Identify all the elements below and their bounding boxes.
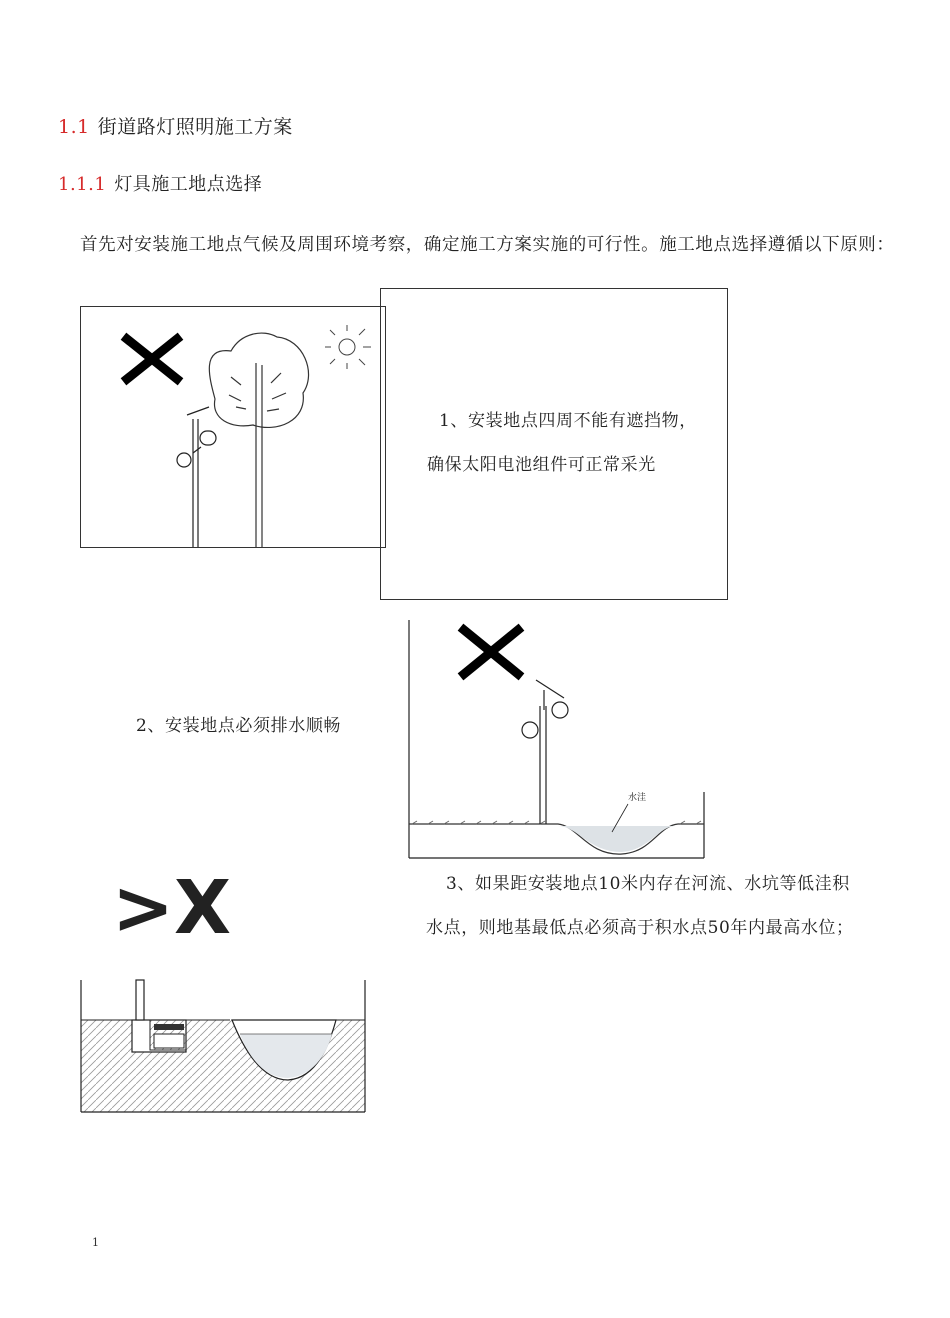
sun-icon [325, 325, 371, 369]
drainage-illustration [408, 620, 708, 860]
section-title: 街道路灯照明施工方案 [97, 116, 293, 138]
rule3-line1: 3、如果距安装地点10米内存在河流、水坑等低洼积 [446, 874, 850, 894]
figure-obstruction [80, 306, 386, 548]
water-puddle [558, 826, 676, 852]
rule1-text [427, 399, 739, 487]
intro-paragraph: 首先对安装施工地点气候及周围环境考察，确定施工方案实施的可行性。施工地点选择遵循以下原则： [80, 235, 895, 255]
subsection-heading [58, 170, 262, 196]
obstruction-illustration [81, 307, 385, 547]
page-number: 1 [92, 1236, 99, 1249]
rule1-line1: 1、安装地点四周不能有遮挡物， [439, 411, 697, 431]
wrong-x-icon [127, 339, 177, 379]
rule3-text [426, 862, 854, 950]
figure-drainage [408, 620, 708, 860]
section-heading [58, 112, 293, 139]
wrong-x-icon [464, 630, 518, 674]
tree-icon [209, 333, 308, 547]
subsection-title: 灯具施工地点选择 [114, 174, 263, 195]
street-lamp-icon [522, 680, 568, 824]
street-lamp-icon [177, 407, 216, 547]
subsection-number: 1.1.1 [58, 174, 107, 195]
rule2-text: 2、安装地点必须排水顺畅 [136, 716, 342, 736]
section-number: 1.1 [58, 116, 90, 138]
water-label: 水洼 [628, 793, 647, 803]
rule3-line2: 水点，则地基最低点必须高于积水点50年内最高水位； [426, 918, 854, 938]
rule1-line2: 确保太阳电池组件可正常采光 [427, 455, 656, 475]
figure-foundation [80, 980, 370, 1114]
foundation-illustration [80, 980, 370, 1114]
rule1-textbox [380, 288, 728, 600]
wrong-mark: >X [112, 865, 232, 951]
